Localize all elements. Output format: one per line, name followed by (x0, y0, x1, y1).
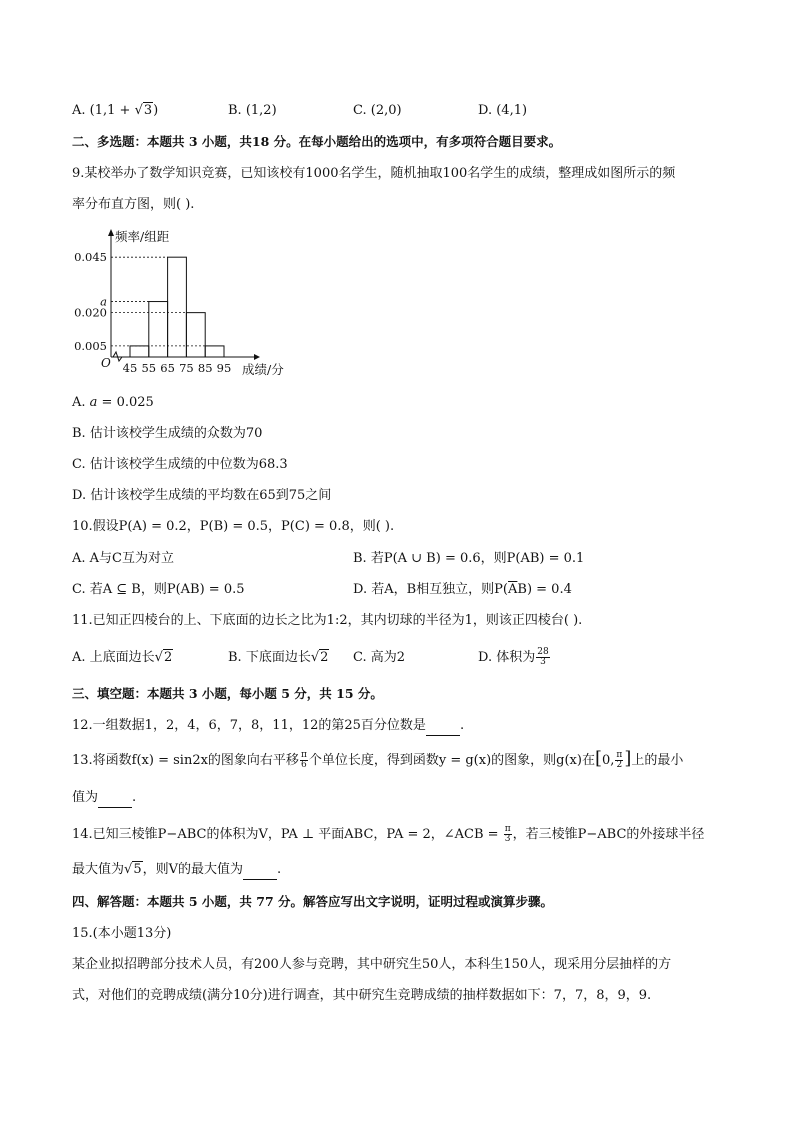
q8-option-b: B. (1,2) (228, 103, 277, 118)
option-text: (1,1 + (89, 103, 135, 118)
denominator: 3 (504, 834, 511, 844)
punctuation: . (459, 718, 465, 733)
bracket: ] (624, 748, 632, 769)
y-tick-label: 0.020 (74, 305, 107, 320)
q13-line1 (72, 750, 683, 771)
bracket: [ (594, 748, 602, 769)
q15-line2: 式，对他们的竞聘成绩(满分10分)进行调查，其中研究生竞聘成绩的抽样数据如下：7，7，8，9，9. (72, 988, 652, 1003)
option-label: A. (72, 103, 86, 118)
q11-option-c: C. 高为2 (353, 650, 406, 665)
q9-option-c: C. 估计该校学生成绩的中位数为68.3 (72, 457, 288, 472)
variable: a (89, 395, 98, 410)
option-text: ) (153, 103, 159, 118)
option-text: D. 若A，B相互独立，则P( (353, 582, 508, 597)
question-text: ，若三棱锥P−ABC的外接球半径 (512, 827, 705, 842)
section-heading-multiple-choice: 二、多选题：本题共 3 小题，共18 分。在每小题给出的选项中，有多项符合题目要求。 (72, 134, 562, 149)
histogram-bar-75-85 (186, 313, 205, 357)
sqrt-radicand: 3 (143, 103, 153, 118)
sqrt-radicand: 5 (133, 862, 142, 877)
denominator: 3 (540, 657, 546, 667)
q10-option-a: A. A与C互为对立 (72, 551, 174, 566)
option-label: A. (72, 395, 90, 410)
q10-option-c: C. 若A ⊆ B，则P(AB) = 0.5 (72, 582, 245, 597)
q8-option-a: A. (1,1 + √3) (72, 103, 159, 118)
y-tick-label: a (100, 294, 107, 309)
origin-label: O (101, 356, 111, 370)
x-tick-label: 45 (122, 361, 138, 375)
question-text: 个单位长度，得到函数y = g(x)的图象，则g(x)在 (308, 753, 595, 768)
histogram-bar-85-95 (205, 346, 224, 357)
histogram-bar-55-65 (149, 302, 168, 357)
q11-option-a: A. 上底面边长√2 (72, 650, 173, 665)
section-heading-solutions: 四、解答题：本题共 5 小题，共 77 分。解答应写出文字说明，证明过程或演算步骤。 (72, 894, 554, 909)
punctuation: . (132, 790, 137, 805)
y-tick-label: 0.005 (74, 338, 107, 353)
sqrt-radicand: 2 (163, 650, 173, 665)
y-axis-label: 频率/组距 (115, 229, 170, 244)
q8-option-c: C. (2,0) (353, 103, 402, 118)
q10-option-b: B. 若P(A ∪ B) = 0.6，则P(AB) = 0.1 (353, 551, 585, 566)
q11-stem: 11.已知正四棱台的上、下底面的边长之比为1:2，其内切球的半径为1，则该正四棱台( ). (72, 613, 583, 628)
punctuation: . (276, 862, 282, 877)
question-text: 14.已知三棱锥P−ABC的体积为V，PA ⊥ 平面ABC，PA = 2，∠ACB = (72, 827, 503, 842)
q11-option-d (478, 648, 551, 668)
denominator: 6 (301, 760, 307, 770)
x-tick-label: 65 (160, 361, 175, 375)
q9-option-b: B. 估计该校学生成绩的众数为70 (72, 426, 263, 441)
complement-event: $\overline{A}$ (508, 582, 518, 597)
histogram-bar-45-55 (130, 346, 149, 357)
sqrt-radicand: 2 (320, 650, 329, 665)
fraction (536, 648, 549, 667)
q14-line2: 最大值为√5，则V的最大值为 . (72, 860, 281, 880)
answer-blank (98, 793, 132, 808)
x-axis-label: 成绩/分 (242, 362, 284, 377)
question-text: 12.一组数据1，2，4，6，7，8，11，12的第25百分位数是 (72, 718, 426, 733)
q10-stem: 10.假设P(A) = 0.2，P(B) = 0.5，P(C) = 0.8，则( ). (72, 519, 395, 534)
numerator: π (616, 750, 623, 760)
option-text: = 0.025 (97, 395, 154, 410)
x-tick-label: 85 (197, 361, 213, 375)
section-heading-fill-in: 三、填空题：本题共 3 小题，每小题 5 分，共 15 分。 (72, 686, 383, 701)
q15-label: 15.(本小题13分) (72, 926, 172, 941)
option-text: B. 下底面边长 (228, 650, 311, 665)
histogram-bar-65-75 (168, 257, 187, 357)
fraction (300, 751, 308, 770)
q9-stem-line2: 率分布直方图，则( ). (72, 197, 195, 212)
x-tick-label: 75 (179, 361, 194, 375)
question-text: 最大值为 (72, 862, 125, 877)
q15-line1: 某企业拟招聘部分技术人员，有200人参与竞聘，其中研究生50人，本科生150人，现采用分层抽样的方 (72, 957, 672, 972)
q9-option-a (72, 393, 154, 413)
q13-line2 (72, 788, 136, 808)
numerator: 28 (537, 647, 549, 657)
x-tick-label: 95 (216, 361, 232, 375)
numerator: π (504, 824, 511, 834)
question-text: 值为 (72, 790, 99, 805)
x-axis-arrow (254, 354, 260, 360)
q10-option-d (353, 580, 572, 600)
answer-blank (243, 865, 277, 880)
q12 (72, 716, 464, 736)
option-text: D. 体积为 (478, 650, 536, 665)
option-text: B) = 0.4 (517, 582, 572, 597)
q9-stem-line1: 9.某校举办了数学知识竞赛，已知该校有1000名学生，随机抽取100名学生的成绩，整理成如图所示的频 (72, 166, 676, 181)
question-text: ，则V的最大值为 (142, 862, 243, 877)
q14-line1 (72, 825, 704, 845)
fraction (615, 751, 623, 770)
q9-option-d: D. 估计该校学生成绩的平均数在65到75之间 (72, 488, 332, 503)
numerator: π (300, 750, 307, 760)
frequency-histogram (66, 226, 306, 382)
interval-start: 0, (602, 753, 615, 768)
q8-option-d: D. (4,1) (478, 103, 528, 118)
x-tick-label: 55 (141, 361, 157, 375)
y-axis-arrow (108, 229, 114, 236)
denominator: 2 (616, 760, 623, 770)
y-tick-label: 0.045 (74, 250, 107, 265)
q11-option-b: B. 下底面边长√2 (228, 650, 329, 665)
question-text: 上的最小 (631, 753, 684, 768)
answer-blank (426, 721, 460, 736)
option-text: A. 上底面边长 (72, 650, 155, 665)
question-text: 13.将函数f(x) = sin2x的图象向右平移 (72, 753, 299, 768)
fraction (504, 825, 512, 844)
